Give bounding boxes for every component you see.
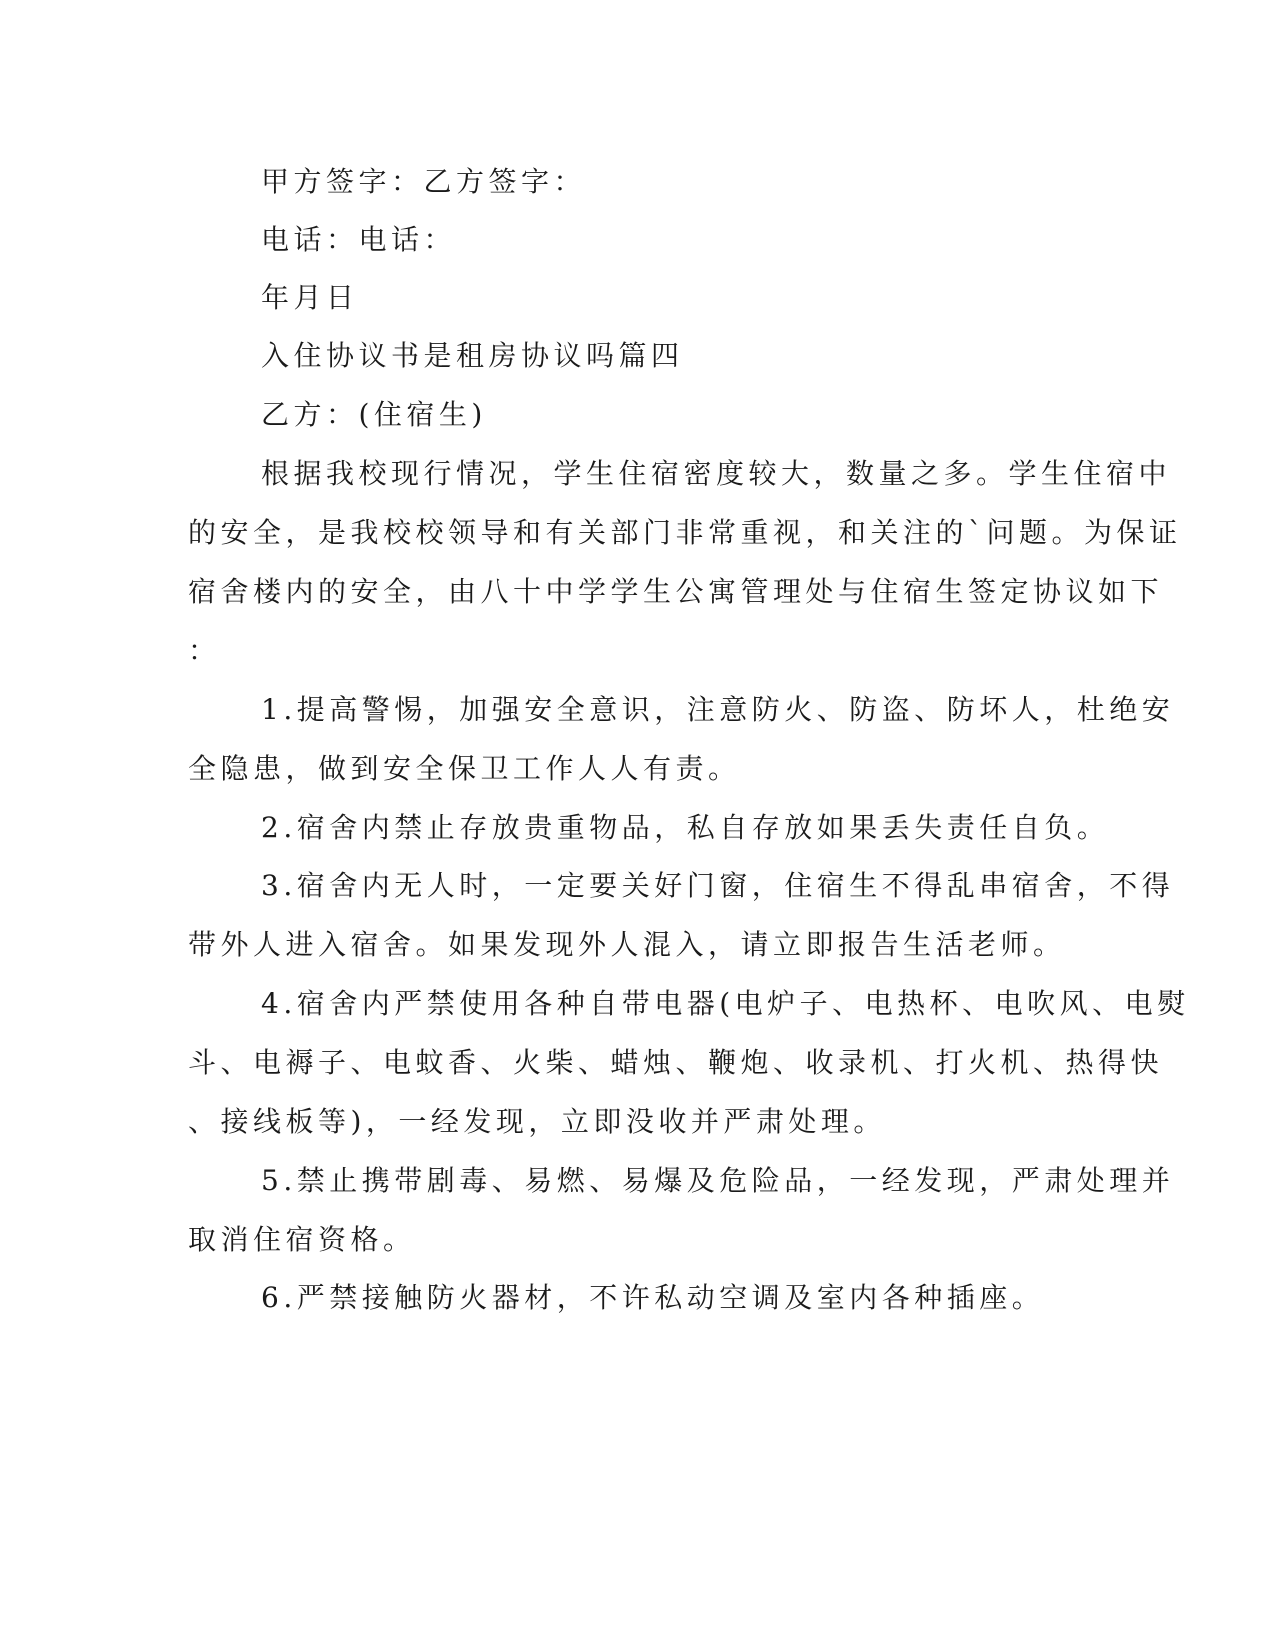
rule-5-line-1: 5.禁止携带剧毒、易燃、易爆及危险品，一经发现，严肃处理并	[261, 1164, 1175, 1197]
section-heading: 入住协议书是租房协议吗篇四	[261, 339, 684, 372]
intro-paragraph-line-2: 的安全，是我校校领导和有关部门非常重视，和关注的`问题。为保证	[188, 516, 1182, 549]
intro-paragraph-line-1: 根据我校现行情况，学生住宿密度较大，数量之多。学生住宿中	[261, 457, 1172, 490]
intro-paragraph-line-3: 宿舍楼内的安全，由八十中学学生公寓管理处与住宿生签定协议如下	[188, 575, 1164, 608]
rule-2-line-1: 2.宿舍内禁止存放贵重物品，私自存放如果丢失责任自负。	[261, 811, 1110, 844]
rule-4-line-1: 4.宿舍内严禁使用各种自带电器(电炉子、电热杯、电吹风、电熨	[261, 987, 1190, 1020]
phone-line: 电话：电话：	[261, 223, 457, 256]
rule-1-line-1: 1.提高警惕，加强安全意识，注意防火、防盗、防坏人，杜绝安	[261, 693, 1175, 726]
rule-4-line-3: 、接线板等)，一经发现，立即没收并严肃处理。	[188, 1105, 886, 1138]
rule-1-line-2: 全隐患，做到安全保卫工作人人有责。	[188, 752, 741, 785]
rule-5-line-2: 取消住宿资格。	[188, 1223, 416, 1256]
date-line: 年月日	[261, 281, 359, 314]
rule-3-line-2: 带外人进入宿舍。如果发现外人混入，请立即报告生活老师。	[188, 928, 1066, 961]
rule-3-line-1: 3.宿舍内无人时，一定要关好门窗，住宿生不得乱串宿舍，不得	[261, 869, 1175, 902]
rule-6-line-1: 6.严禁接触防火器材，不许私动空调及室内各种插座。	[261, 1281, 1045, 1314]
rule-4-line-2: 斗、电褥子、电蚊香、火柴、蜡烛、鞭炮、收录机、打火机、热得快	[188, 1046, 1164, 1079]
intro-paragraph-line-4: ：	[188, 634, 221, 667]
signature-line: 甲方签字：乙方签字：	[261, 165, 587, 198]
party-b-line: 乙方：(住宿生)	[261, 398, 487, 431]
